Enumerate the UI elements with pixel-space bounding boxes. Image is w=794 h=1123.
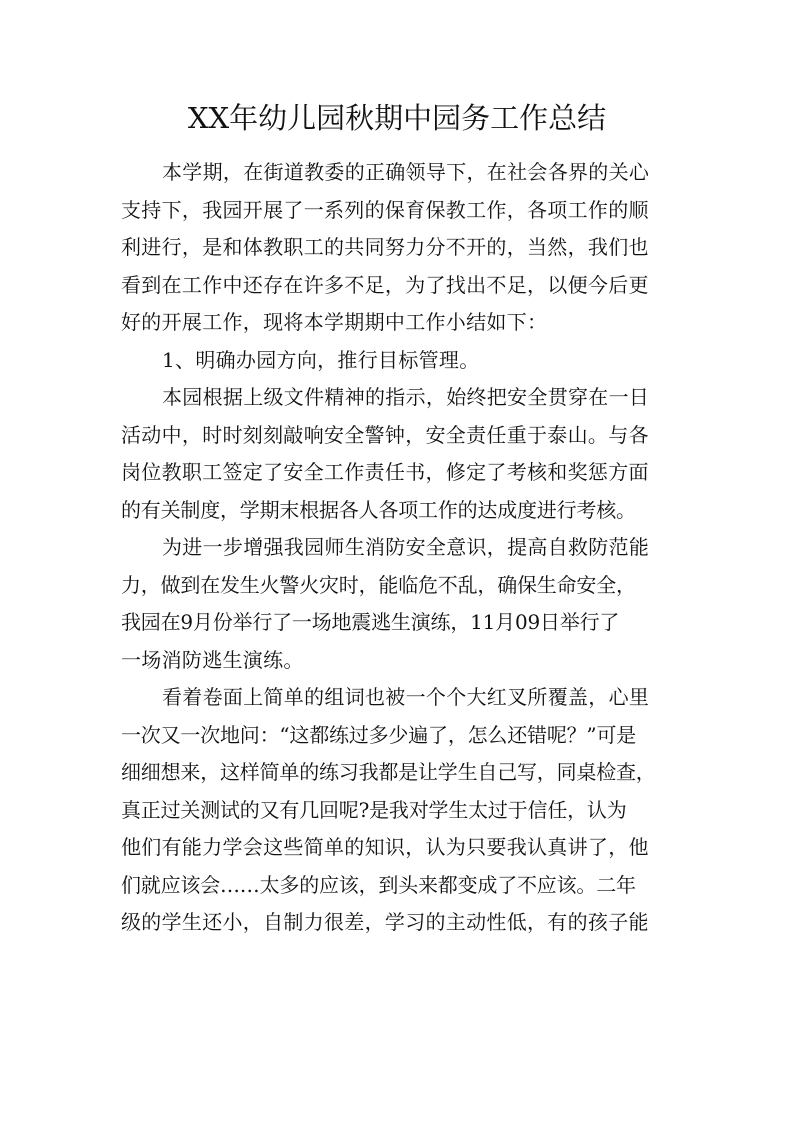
paragraph-line: 本学期，在街道教委的正确领导下，在社会各界的关心 [162,160,650,184]
paragraph-line: 的有关制度，学期末根据各人各项工作的达成度进行考核。 [121,497,636,522]
paragraph-line: 级的学生还小，自制力很差，学习的主动性低，有的孩子能 [121,910,649,934]
paragraph-line: 真正过关测试的又有几回呢?是我对学生太过于信任，认为 [121,797,627,822]
paragraph-line: 利进行，是和体教职工的共同努力分不开的，当然，我们也 [121,235,649,259]
paragraph-line: 一次又一次地问：“这都练过多少遍了，怎么还错呢？”可是 [121,722,637,747]
paragraph-line: 一场消防逃生演练。 [121,647,304,672]
paragraph-line: 活动中，时时刻刻敲响安全警钟，安全责任重于泰山。与各 [121,422,649,447]
document-body [121,154,686,942]
paragraph-line: 好的开展工作，现将本学期期中工作小结如下： [121,310,548,334]
paragraph-line: 他们有能力学会这些简单的知识，认为只要我认真讲了，他 [121,835,649,859]
paragraph-line: 为进一步增强我园师生消防安全意识，提高自救防范能 [162,535,650,559]
paragraph-line: 力，做到在发生火警火灾时，能临危不乱，确保生命安全， [121,572,636,597]
paragraph-line: 我园在9月份举行了一场地震逃生演练，11月09日举行了 [121,610,620,634]
paragraph-line: 细细想来，这样简单的练习我都是让学生自己写，同桌检查， [121,760,656,784]
paragraph-line: 岗位教职工签定了安全工作责任书，修定了考核和奖惩方面 [121,460,649,484]
paragraph-line: 本园根据上级文件精神的指示，始终把安全贯穿在一日 [162,385,650,409]
paragraph-line: 看到在工作中还存在许多不足，为了找出不足，以便今后更 [121,272,649,297]
paragraph-line: 支持下，我园开展了一系列的保育保教工作，各项工作的顺 [121,197,649,222]
paragraph-line: 们就应该会……太多的应该，到头来都变成了不应该。二年 [121,872,636,897]
document-title: XX年幼儿园秋期中园务工作总结 [187,101,607,135]
paragraph-line: 看着卷面上简单的组词也被一个个大红叉所覆盖，心里 [162,685,650,709]
section-heading: 1、明确办园方向，推行目标管理。 [162,347,480,372]
